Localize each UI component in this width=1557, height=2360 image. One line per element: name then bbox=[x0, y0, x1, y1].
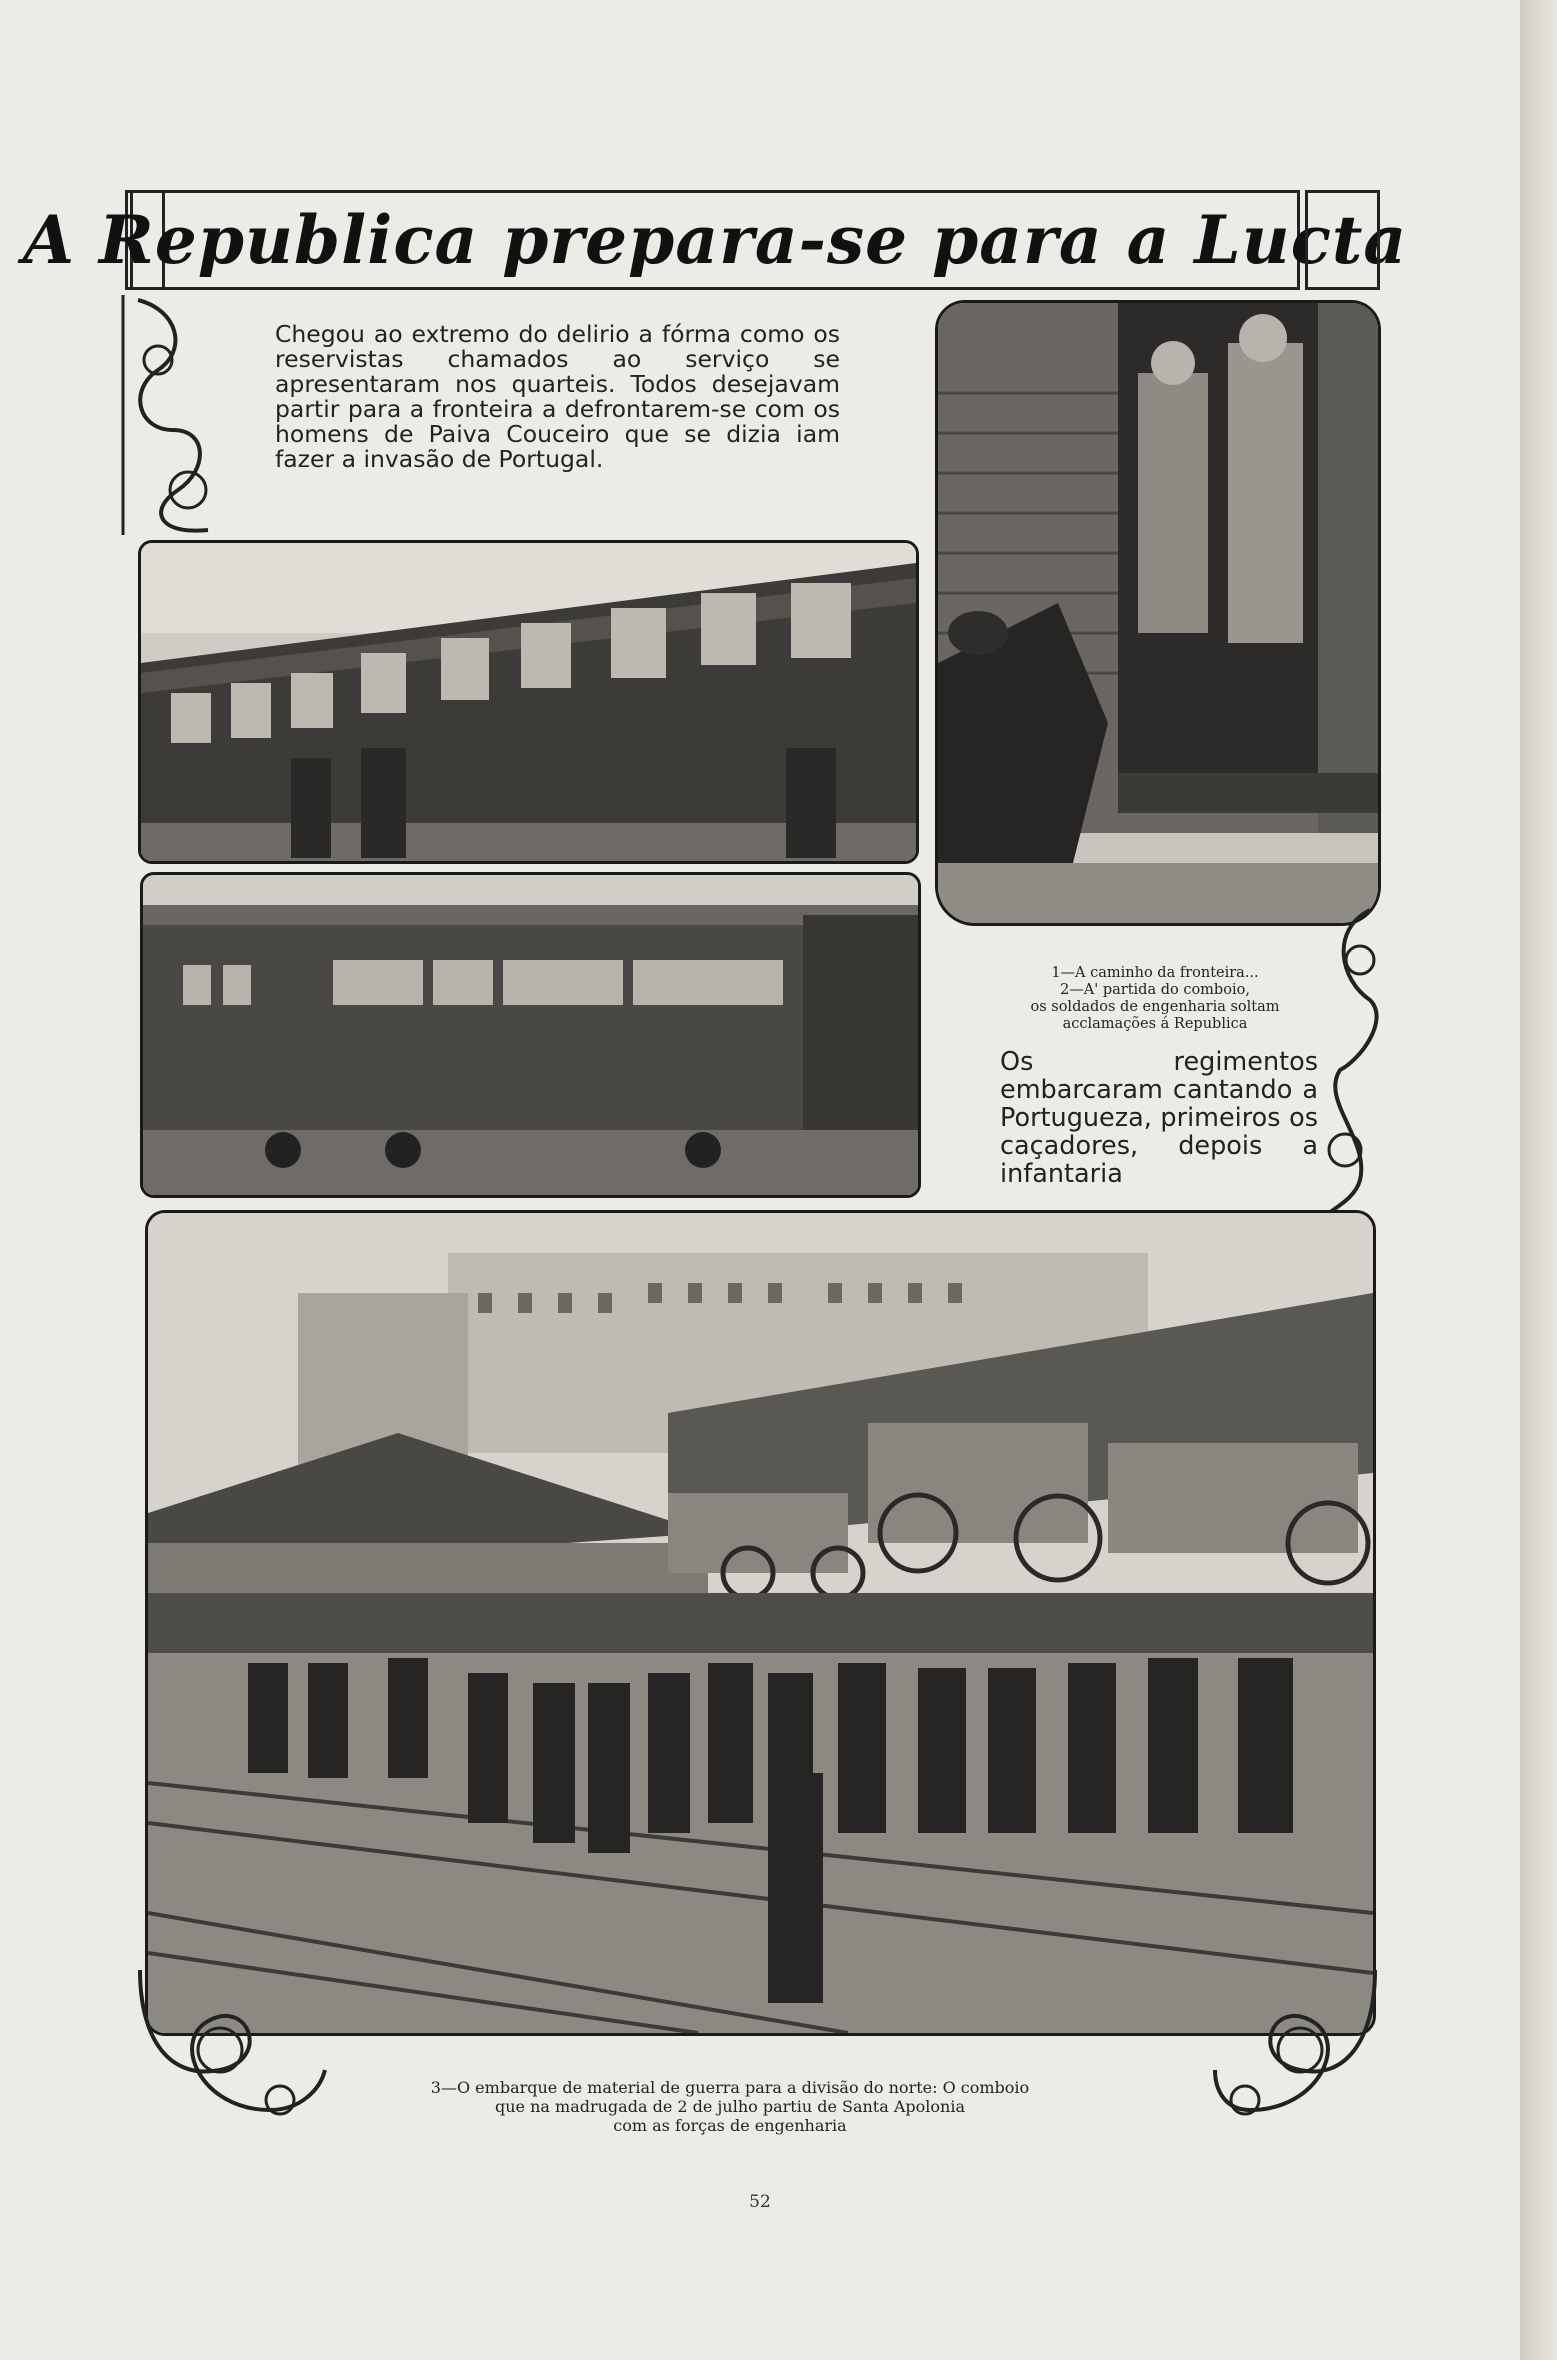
caption-photo-3 bbox=[330, 2078, 1130, 2135]
caption-photos-1-2 bbox=[945, 965, 1365, 1033]
regiments-caption: Os regimentos embarcaram cantando a Portugueza, primeiros os caçadores, depois a infantaria bbox=[1000, 1047, 1318, 1189]
flourish-bottom-right bbox=[1210, 1960, 1385, 2140]
caption-line: 1—A caminho da fronteira... bbox=[1051, 965, 1259, 981]
train-photo-illustration-2 bbox=[143, 875, 918, 1195]
photo-train-carriages-2 bbox=[140, 872, 921, 1198]
flourish-top-left bbox=[118, 290, 238, 540]
page-number: 52 bbox=[749, 2192, 771, 2212]
train-photo-illustration bbox=[141, 543, 916, 861]
photo-soldiers-wagon bbox=[935, 300, 1381, 926]
page-title: A Republica prepara-se para a Lucta bbox=[22, 201, 1408, 279]
wagon-photo-illustration bbox=[938, 303, 1378, 923]
photo-train-carriages-1 bbox=[138, 540, 919, 864]
caption-line: 3—O embarque de material de guerra para a divisão do norte: O comboio bbox=[430, 2078, 1030, 2097]
caption-line: 2—A' partida do comboio, bbox=[1060, 982, 1250, 998]
photo-war-material-embarkation bbox=[145, 1210, 1376, 2036]
page-edge bbox=[1520, 0, 1557, 2360]
caption-line: acclamações á Republica bbox=[1062, 1016, 1248, 1032]
title-ornament-right bbox=[1305, 190, 1380, 290]
flourish-bottom-left bbox=[130, 1960, 330, 2140]
caption-line: com as forças de engenharia bbox=[613, 2116, 847, 2135]
intro-paragraph: Chegou ao extremo do delirio a fórma como os reservistas chamados ao serviço se apresentaram nos quarteis. Todos desejavam partir para a fronteira a defrontarem-se com os homens de Paiva Couceiro que se dizia iam fazer a invasão de Portugal. bbox=[275, 320, 840, 473]
caption-line: que na madrugada de 2 de julho partiu de Santa Apolonia bbox=[494, 2097, 965, 2116]
caption-line: os soldados de engenharia soltam bbox=[1030, 999, 1280, 1015]
title-banner bbox=[22, 190, 1408, 290]
embarkation-photo-illustration bbox=[148, 1213, 1373, 2033]
